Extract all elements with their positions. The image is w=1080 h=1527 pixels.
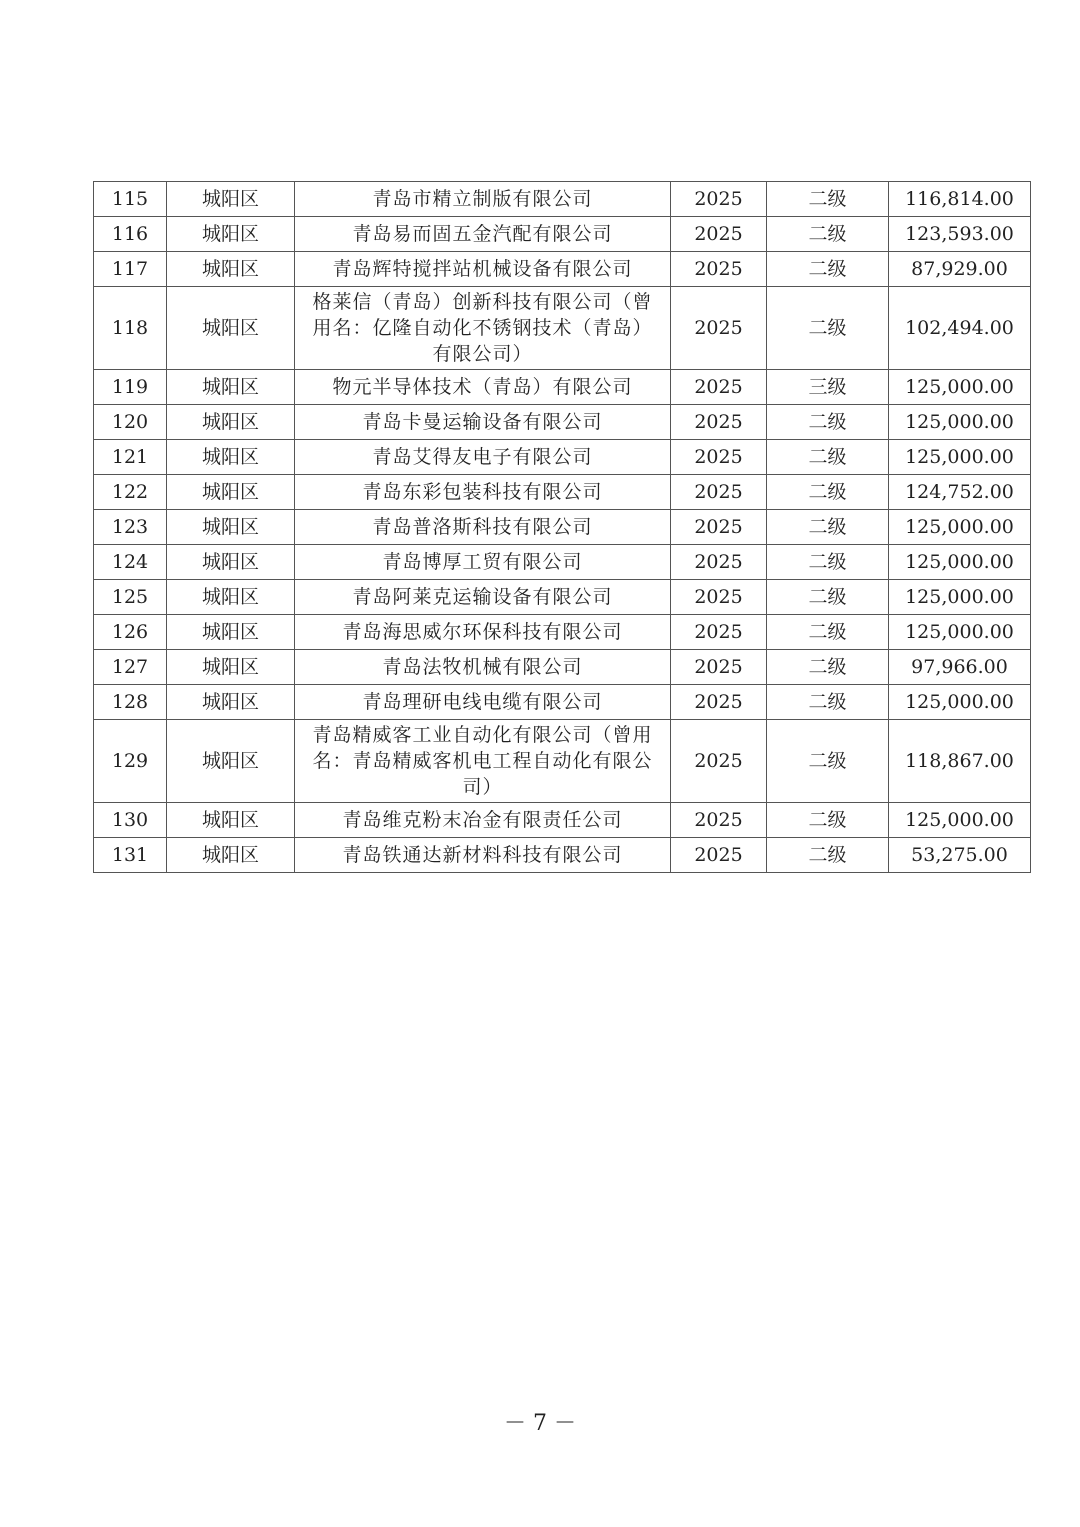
row-number: 118 xyxy=(94,287,167,370)
amount-cell: 125,000.00 xyxy=(889,545,1031,580)
year-cell: 2025 xyxy=(671,545,767,580)
table-row xyxy=(94,510,1031,545)
company-cell: 青岛市精立制版有限公司 xyxy=(295,182,671,217)
table-row xyxy=(94,182,1031,217)
district-cell: 城阳区 xyxy=(167,580,295,615)
level-cell: 二级 xyxy=(767,217,889,252)
district-cell: 城阳区 xyxy=(167,615,295,650)
year-cell: 2025 xyxy=(671,685,767,720)
year-cell: 2025 xyxy=(671,440,767,475)
level-cell: 二级 xyxy=(767,405,889,440)
year-cell: 2025 xyxy=(671,510,767,545)
table-body xyxy=(94,182,1031,873)
year-cell: 2025 xyxy=(671,650,767,685)
amount-cell: 53,275.00 xyxy=(889,838,1031,873)
district-cell: 城阳区 xyxy=(167,252,295,287)
district-cell: 城阳区 xyxy=(167,182,295,217)
row-number: 123 xyxy=(94,510,167,545)
year-cell: 2025 xyxy=(671,838,767,873)
amount-cell: 125,000.00 xyxy=(889,440,1031,475)
table-row xyxy=(94,370,1031,405)
level-cell: 二级 xyxy=(767,615,889,650)
table-row xyxy=(94,545,1031,580)
row-number: 115 xyxy=(94,182,167,217)
year-cell: 2025 xyxy=(671,182,767,217)
district-cell: 城阳区 xyxy=(167,650,295,685)
district-cell: 城阳区 xyxy=(167,440,295,475)
row-number: 120 xyxy=(94,405,167,440)
district-cell: 城阳区 xyxy=(167,545,295,580)
company-cell: 格莱信（青岛）创新科技有限公司（曾用名：亿隆自动化不锈钢技术（青岛）有限公司） xyxy=(295,287,671,370)
row-number: 122 xyxy=(94,475,167,510)
company-cell: 物元半导体技术（青岛）有限公司 xyxy=(295,370,671,405)
district-cell: 城阳区 xyxy=(167,475,295,510)
amount-cell: 102,494.00 xyxy=(889,287,1031,370)
year-cell: 2025 xyxy=(671,803,767,838)
level-cell: 二级 xyxy=(767,580,889,615)
row-number: 125 xyxy=(94,580,167,615)
level-cell: 二级 xyxy=(767,650,889,685)
row-number: 124 xyxy=(94,545,167,580)
amount-cell: 123,593.00 xyxy=(889,217,1031,252)
company-cell: 青岛卡曼运输设备有限公司 xyxy=(295,405,671,440)
company-cell: 青岛博厚工贸有限公司 xyxy=(295,545,671,580)
amount-cell: 116,814.00 xyxy=(889,182,1031,217)
level-cell: 二级 xyxy=(767,720,889,803)
level-cell: 三级 xyxy=(767,370,889,405)
row-number: 131 xyxy=(94,838,167,873)
district-cell: 城阳区 xyxy=(167,685,295,720)
row-number: 117 xyxy=(94,252,167,287)
year-cell: 2025 xyxy=(671,217,767,252)
row-number: 128 xyxy=(94,685,167,720)
level-cell: 二级 xyxy=(767,182,889,217)
table-row xyxy=(94,405,1031,440)
amount-cell: 118,867.00 xyxy=(889,720,1031,803)
level-cell: 二级 xyxy=(767,440,889,475)
level-cell: 二级 xyxy=(767,545,889,580)
company-cell: 青岛维克粉末冶金有限责任公司 xyxy=(295,803,671,838)
table-row xyxy=(94,803,1031,838)
row-number: 119 xyxy=(94,370,167,405)
level-cell: 二级 xyxy=(767,685,889,720)
amount-cell: 125,000.00 xyxy=(889,615,1031,650)
company-cell: 青岛精威客工业自动化有限公司（曾用名：青岛精威客机电工程自动化有限公司） xyxy=(295,720,671,803)
year-cell: 2025 xyxy=(671,405,767,440)
data-table xyxy=(93,181,1031,873)
row-number: 121 xyxy=(94,440,167,475)
amount-cell: 125,000.00 xyxy=(889,580,1031,615)
table-row xyxy=(94,720,1031,803)
company-cell: 青岛海思威尔环保科技有限公司 xyxy=(295,615,671,650)
amount-cell: 124,752.00 xyxy=(889,475,1031,510)
table-row xyxy=(94,580,1031,615)
company-cell: 青岛法牧机械有限公司 xyxy=(295,650,671,685)
amount-cell: 87,929.00 xyxy=(889,252,1031,287)
table-row xyxy=(94,650,1031,685)
level-cell: 二级 xyxy=(767,252,889,287)
row-number: 126 xyxy=(94,615,167,650)
district-cell: 城阳区 xyxy=(167,287,295,370)
amount-cell: 125,000.00 xyxy=(889,510,1031,545)
year-cell: 2025 xyxy=(671,720,767,803)
company-cell: 青岛东彩包装科技有限公司 xyxy=(295,475,671,510)
year-cell: 2025 xyxy=(671,615,767,650)
district-cell: 城阳区 xyxy=(167,405,295,440)
district-cell: 城阳区 xyxy=(167,720,295,803)
table-row xyxy=(94,475,1031,510)
company-cell: 青岛阿莱克运输设备有限公司 xyxy=(295,580,671,615)
year-cell: 2025 xyxy=(671,287,767,370)
page-number: － 7 － xyxy=(504,1411,576,1436)
level-cell: 二级 xyxy=(767,803,889,838)
company-cell: 青岛艾得友电子有限公司 xyxy=(295,440,671,475)
district-cell: 城阳区 xyxy=(167,510,295,545)
amount-cell: 125,000.00 xyxy=(889,685,1031,720)
company-cell: 青岛理研电线电缆有限公司 xyxy=(295,685,671,720)
amount-cell: 125,000.00 xyxy=(889,405,1031,440)
table-row xyxy=(94,217,1031,252)
table-row xyxy=(94,615,1031,650)
table-row xyxy=(94,287,1031,370)
table-row xyxy=(94,838,1031,873)
year-cell: 2025 xyxy=(671,475,767,510)
district-cell: 城阳区 xyxy=(167,370,295,405)
amount-cell: 125,000.00 xyxy=(889,803,1031,838)
level-cell: 二级 xyxy=(767,838,889,873)
year-cell: 2025 xyxy=(671,580,767,615)
row-number: 130 xyxy=(94,803,167,838)
district-cell: 城阳区 xyxy=(167,217,295,252)
district-cell: 城阳区 xyxy=(167,838,295,873)
level-cell: 二级 xyxy=(767,475,889,510)
level-cell: 二级 xyxy=(767,287,889,370)
table-row xyxy=(94,440,1031,475)
company-cell: 青岛易而固五金汽配有限公司 xyxy=(295,217,671,252)
district-cell: 城阳区 xyxy=(167,803,295,838)
table-row xyxy=(94,685,1031,720)
company-cell: 青岛辉特搅拌站机械设备有限公司 xyxy=(295,252,671,287)
row-number: 116 xyxy=(94,217,167,252)
amount-cell: 97,966.00 xyxy=(889,650,1031,685)
table-row xyxy=(94,252,1031,287)
row-number: 129 xyxy=(94,720,167,803)
year-cell: 2025 xyxy=(671,252,767,287)
row-number: 127 xyxy=(94,650,167,685)
company-cell: 青岛铁通达新材料科技有限公司 xyxy=(295,838,671,873)
amount-cell: 125,000.00 xyxy=(889,370,1031,405)
level-cell: 二级 xyxy=(767,510,889,545)
year-cell: 2025 xyxy=(671,370,767,405)
company-cell: 青岛普洛斯科技有限公司 xyxy=(295,510,671,545)
